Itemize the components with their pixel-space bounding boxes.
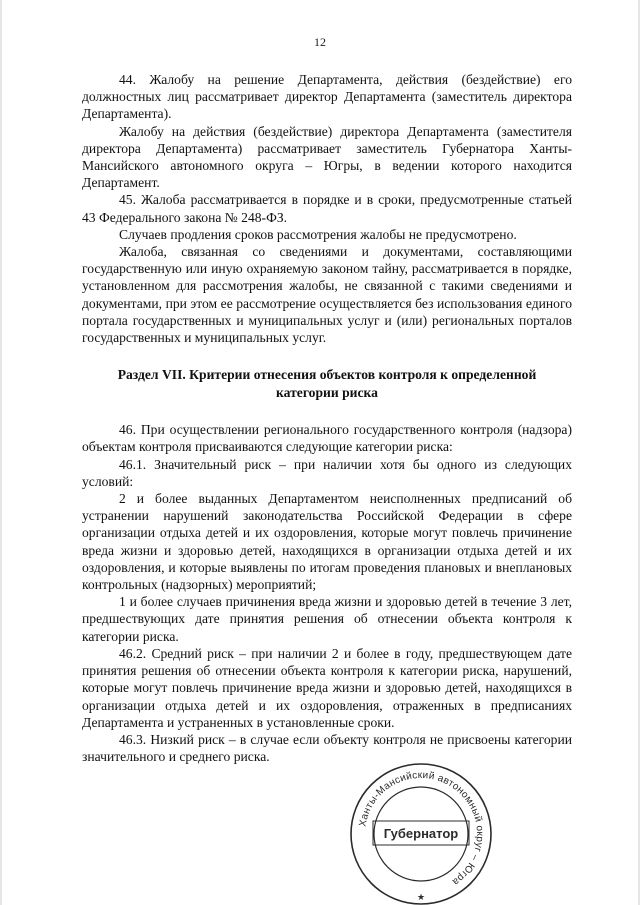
section-heading — [82, 366, 572, 401]
seal-ring-text: Ханты-Мансийский автономный округ – Югра — [357, 769, 486, 888]
paragraph-46-3: 46.3. Низкий риск – в случае если объекту контроля не присвоены категории значительного и среднего риска. — [82, 731, 572, 765]
paragraph-complaint-director: Жалобу на действия (бездействие) директора Департамента (заместителя директора Департамента) рассматривает заместитель Губернатора Ханты-Мансийского автономного округа – Югры, в ведении которого находится Департамент. — [82, 123, 572, 191]
document-body — [82, 71, 572, 765]
paragraph-44: 44. Жалобу на решение Департамента, действия (бездействие) его должностных лиц рассматривает директор Департамента (заместитель директора Департамента). — [82, 72, 572, 122]
paragraph-46-2: 46.2. Средний риск – при наличии 2 и более в году, предшествующем дате принятия решения об отнесении объекта контроля к категории риска, нарушений, которые могут повлечь причинение вреда жизни и здоровью детей, находящихся в организации отдыха детей и их оздоровления, отраженных в предписаниях Департамента и устраненных в установленные сроки. — [82, 645, 572, 730]
section-heading-line-2: категории риска — [276, 384, 378, 400]
seal-center-text: Губернатор — [383, 826, 459, 841]
page-number: 12 — [314, 35, 326, 49]
paragraph-secret-info: Жалоба, связанная со сведениями и документами, составляющими государственную или иную охраняемую законом тайну, рассматривается в порядке, установленном для рассмотрения жалобы, не связанной с такими сведениями и документами, при этом ее рассмотрение осуществляется без использования единого портала государственных и муниципальных услуг и (или) региональных порталов государственных и муниципальных услуг. — [82, 244, 572, 346]
seal-stamp-graphic — [347, 760, 495, 905]
scan-edge-left — [0, 0, 2, 905]
paragraph-46-1: 46.1. Значительный риск – при наличии хотя бы одного из следующих условий: — [82, 456, 572, 489]
paragraph-46: 46. При осуществлении регионального государственного контроля (надзора) объектам контроля присваиваются следующие категории риска: — [82, 422, 572, 455]
paragraph-45: 45. Жалоба рассматривается в порядке и в сроки, предусмотренные статьей 43 Федерального закона № 248-ФЗ. — [82, 192, 572, 225]
seal-star-icon: ★ — [416, 893, 426, 903]
governor-seal — [347, 760, 495, 905]
section-heading-line-1: Раздел VII. Критерии отнесения объектов контроля к определенной — [117, 367, 537, 383]
paragraph-no-extension: Случаев продления сроков рассмотрения жалобы не предусмотрено. — [119, 226, 517, 242]
paragraph-46-1-condition-1: 2 и более выданных Департаментом неисполненных предписаний об устранении нарушений законодательства Российской Федерации в сфере организации отдыха детей и их оздоровления, которые могут повлечь причинение вреда жизни и здоровью детей, находящихся в организации отдыха детей и их оздоровления, и которые выявлены по итогам проведения плановых и внеплановых контрольных (надзорных) мероприятий; — [82, 491, 572, 593]
paragraph-46-1-condition-2: 1 и более случаев причинения вреда жизни и здоровью детей в течение 3 лет, предшествующих дате принятия решения об отнесении объекта контроля к категории риска. — [82, 594, 572, 644]
